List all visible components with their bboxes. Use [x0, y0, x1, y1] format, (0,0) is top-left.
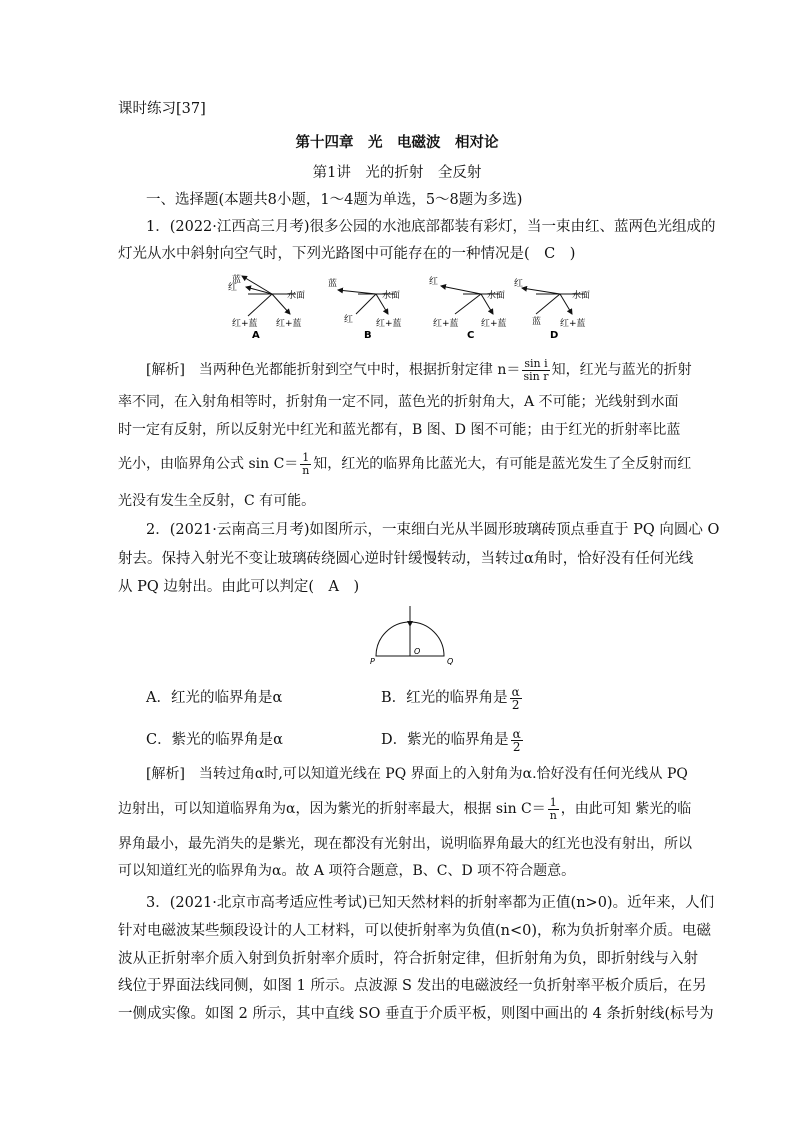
q1-critical-angle-fraction: $\frac{1}{n}$: [302, 450, 310, 477]
q1-analysis-line2: 率不同，在入射角相等时，折射角一定不同，蓝色光的折射角大，A 不可能；光线射到水面: [118, 394, 679, 410]
q1-figure-c: [429, 275, 507, 341]
practice-label: 课时练习[37]: [118, 101, 206, 117]
q1-figure-a: [228, 273, 305, 341]
q1-light-path-figures: [218, 270, 598, 344]
q2-option-c: C．紫光的临界角是α: [146, 732, 283, 748]
q1-a-surface: 水面: [287, 291, 306, 301]
q2-analysis-line3: 界角最小，最先消失的是紫光，现在都没有光射出，说明临界角最大的红光也没有射出，所以: [118, 836, 692, 852]
q1-line2: 灯光从水中斜射向空气时，下列光路图中可能存在的一种情况是( C ): [118, 246, 576, 262]
q1-a-letter: A: [252, 330, 260, 341]
q3-line3: 波从正折射率介质入射到负折射率介质时，符合折射定律，但折射角为负，即折射线与入射: [118, 951, 698, 967]
q1-a-bottom-left: 红+蓝: [232, 319, 258, 329]
q1-b-top-label: 蓝: [328, 279, 338, 289]
q1-c-letter: C: [467, 330, 475, 341]
q1-snell-fraction: $\frac{\text{sin i}}{\text{sin r}}$: [523, 356, 549, 383]
q1-d-bottom-right: 红+蓝: [560, 319, 586, 329]
q1-b-letter: B: [364, 330, 372, 341]
q2-critical-angle-fraction: $\frac{1}{n}$: [549, 795, 557, 822]
q1-analysis-line1: [解析] 当两种色光都能折射到空气中时，根据折射定律 n＝ $\frac{\text{sin i}}{\text{sin r}}$ 知，红光与蓝光的折射: [146, 356, 692, 383]
q2-label-q: Q: [447, 657, 454, 666]
q3-line4: 线位于界面法线同侧，如图 1 所示。点波源 S 发出的电磁波经一负折射率平板介质后，在另: [118, 978, 707, 994]
q3-line1: 3．(2021·北京市高考适应性考试)已知天然材料的折射率都为正值(n>0)。近年来，人们: [146, 895, 715, 911]
q1-analysis-line5: 光没有发生全反射，C 有可能。: [118, 493, 316, 509]
q2-option-b: B．红光的临界角是 $\frac{\alpha}{2}$: [381, 684, 520, 712]
q2-label-p: P: [370, 657, 375, 666]
q1-d-bottom-left: 蓝: [532, 317, 542, 327]
q1-c-top-label: 红: [429, 277, 439, 287]
section-heading: 一、选择题(本题共8小题，1～4题为单选，5～8题为多选): [146, 192, 523, 208]
q1-d-surface: 水面: [572, 291, 591, 301]
q1-c-bottom-right: 红+蓝: [481, 319, 507, 329]
q1-a-top-label-1: 蓝: [232, 275, 242, 285]
q1-b-surface: 水面: [382, 291, 401, 301]
lecture-title: 第1讲 光的折射 全反射: [312, 165, 482, 181]
q3-line2: 针对电磁波某些频段设计的人工材料，可以使折射率为负值(n<0)，称为负折射率介质。电磁: [118, 923, 712, 939]
q2-analysis-line1: [解析] 当转过角α时,可以知道光线在 PQ 界面上的入射角为α.恰好没有任何光线从 PQ: [146, 766, 688, 782]
q1-d-letter: D: [550, 330, 559, 341]
q1-c-bottom-left: 红+蓝: [433, 319, 459, 329]
q2-analysis-line2: 边射出，可以知道临界角为α，因为紫光的折射率最大，根据 sin C＝ $\frac{1}{n}$ ，由此可知 紫光的临: [118, 795, 692, 822]
q1-a-top-label-2: 红: [228, 283, 238, 293]
q3-line5: 一侧成实像。如图 2 所示，其中直线 SO 垂直于介质平板，则图中画出的 4 条折射线(标号为: [118, 1006, 714, 1022]
q2-line1: 2．(2021·云南高三月考)如图所示，一束细白光从半圆形玻璃砖顶点垂直于 PQ 向圆心 O: [146, 522, 720, 538]
q1-figure-b: [328, 277, 402, 341]
q1-d-top-label: 红: [514, 279, 524, 289]
q1-analysis-line3: 时一定有反射，所以反射光中红光和蓝光都有，B 图、D 图不可能；由于红光的折射率比蓝: [118, 422, 681, 438]
q2-label-o: O: [414, 647, 421, 656]
q2-semicircle-figure: [362, 604, 462, 668]
q2-line2: 射去。保持入射光不变让玻璃砖绕圆心逆时针缓慢转动，当转过α角时，恰好没有任何光线: [118, 551, 694, 567]
q1-analysis-line4: 光小，由临界角公式 sin C＝ $\frac{1}{n}$ 知，红光的临界角比蓝光大，有可能是蓝光发生了全反射而红: [118, 450, 692, 477]
q1-b-bottom-left: 红: [344, 315, 354, 325]
q2-analysis-line4: 可以知道红光的临界角为α。故 A 项符合题意，B、C、D 项不符合题意。: [118, 863, 576, 879]
q2-option-a: A．红光的临界角是α: [146, 690, 283, 706]
chapter-title: 第十四章 光 电磁波 相对论: [295, 134, 499, 151]
q2-option-d: D．紫光的临界角是 $\frac{\alpha}{2}$: [381, 726, 521, 754]
q1-line1: 1．(2022·江西高三月考)很多公园的水池底部都装有彩灯，当一束由红、蓝两色光组成的: [146, 219, 716, 235]
q1-b-bottom-right: 红+蓝: [376, 319, 402, 329]
q1-a-bottom-right: 红+蓝: [276, 319, 302, 329]
q2-line3: 从 PQ 边射出。由此可以判定( A ): [118, 579, 360, 595]
q1-c-surface: 水面: [487, 291, 506, 301]
q1-figure-d: [514, 277, 590, 341]
